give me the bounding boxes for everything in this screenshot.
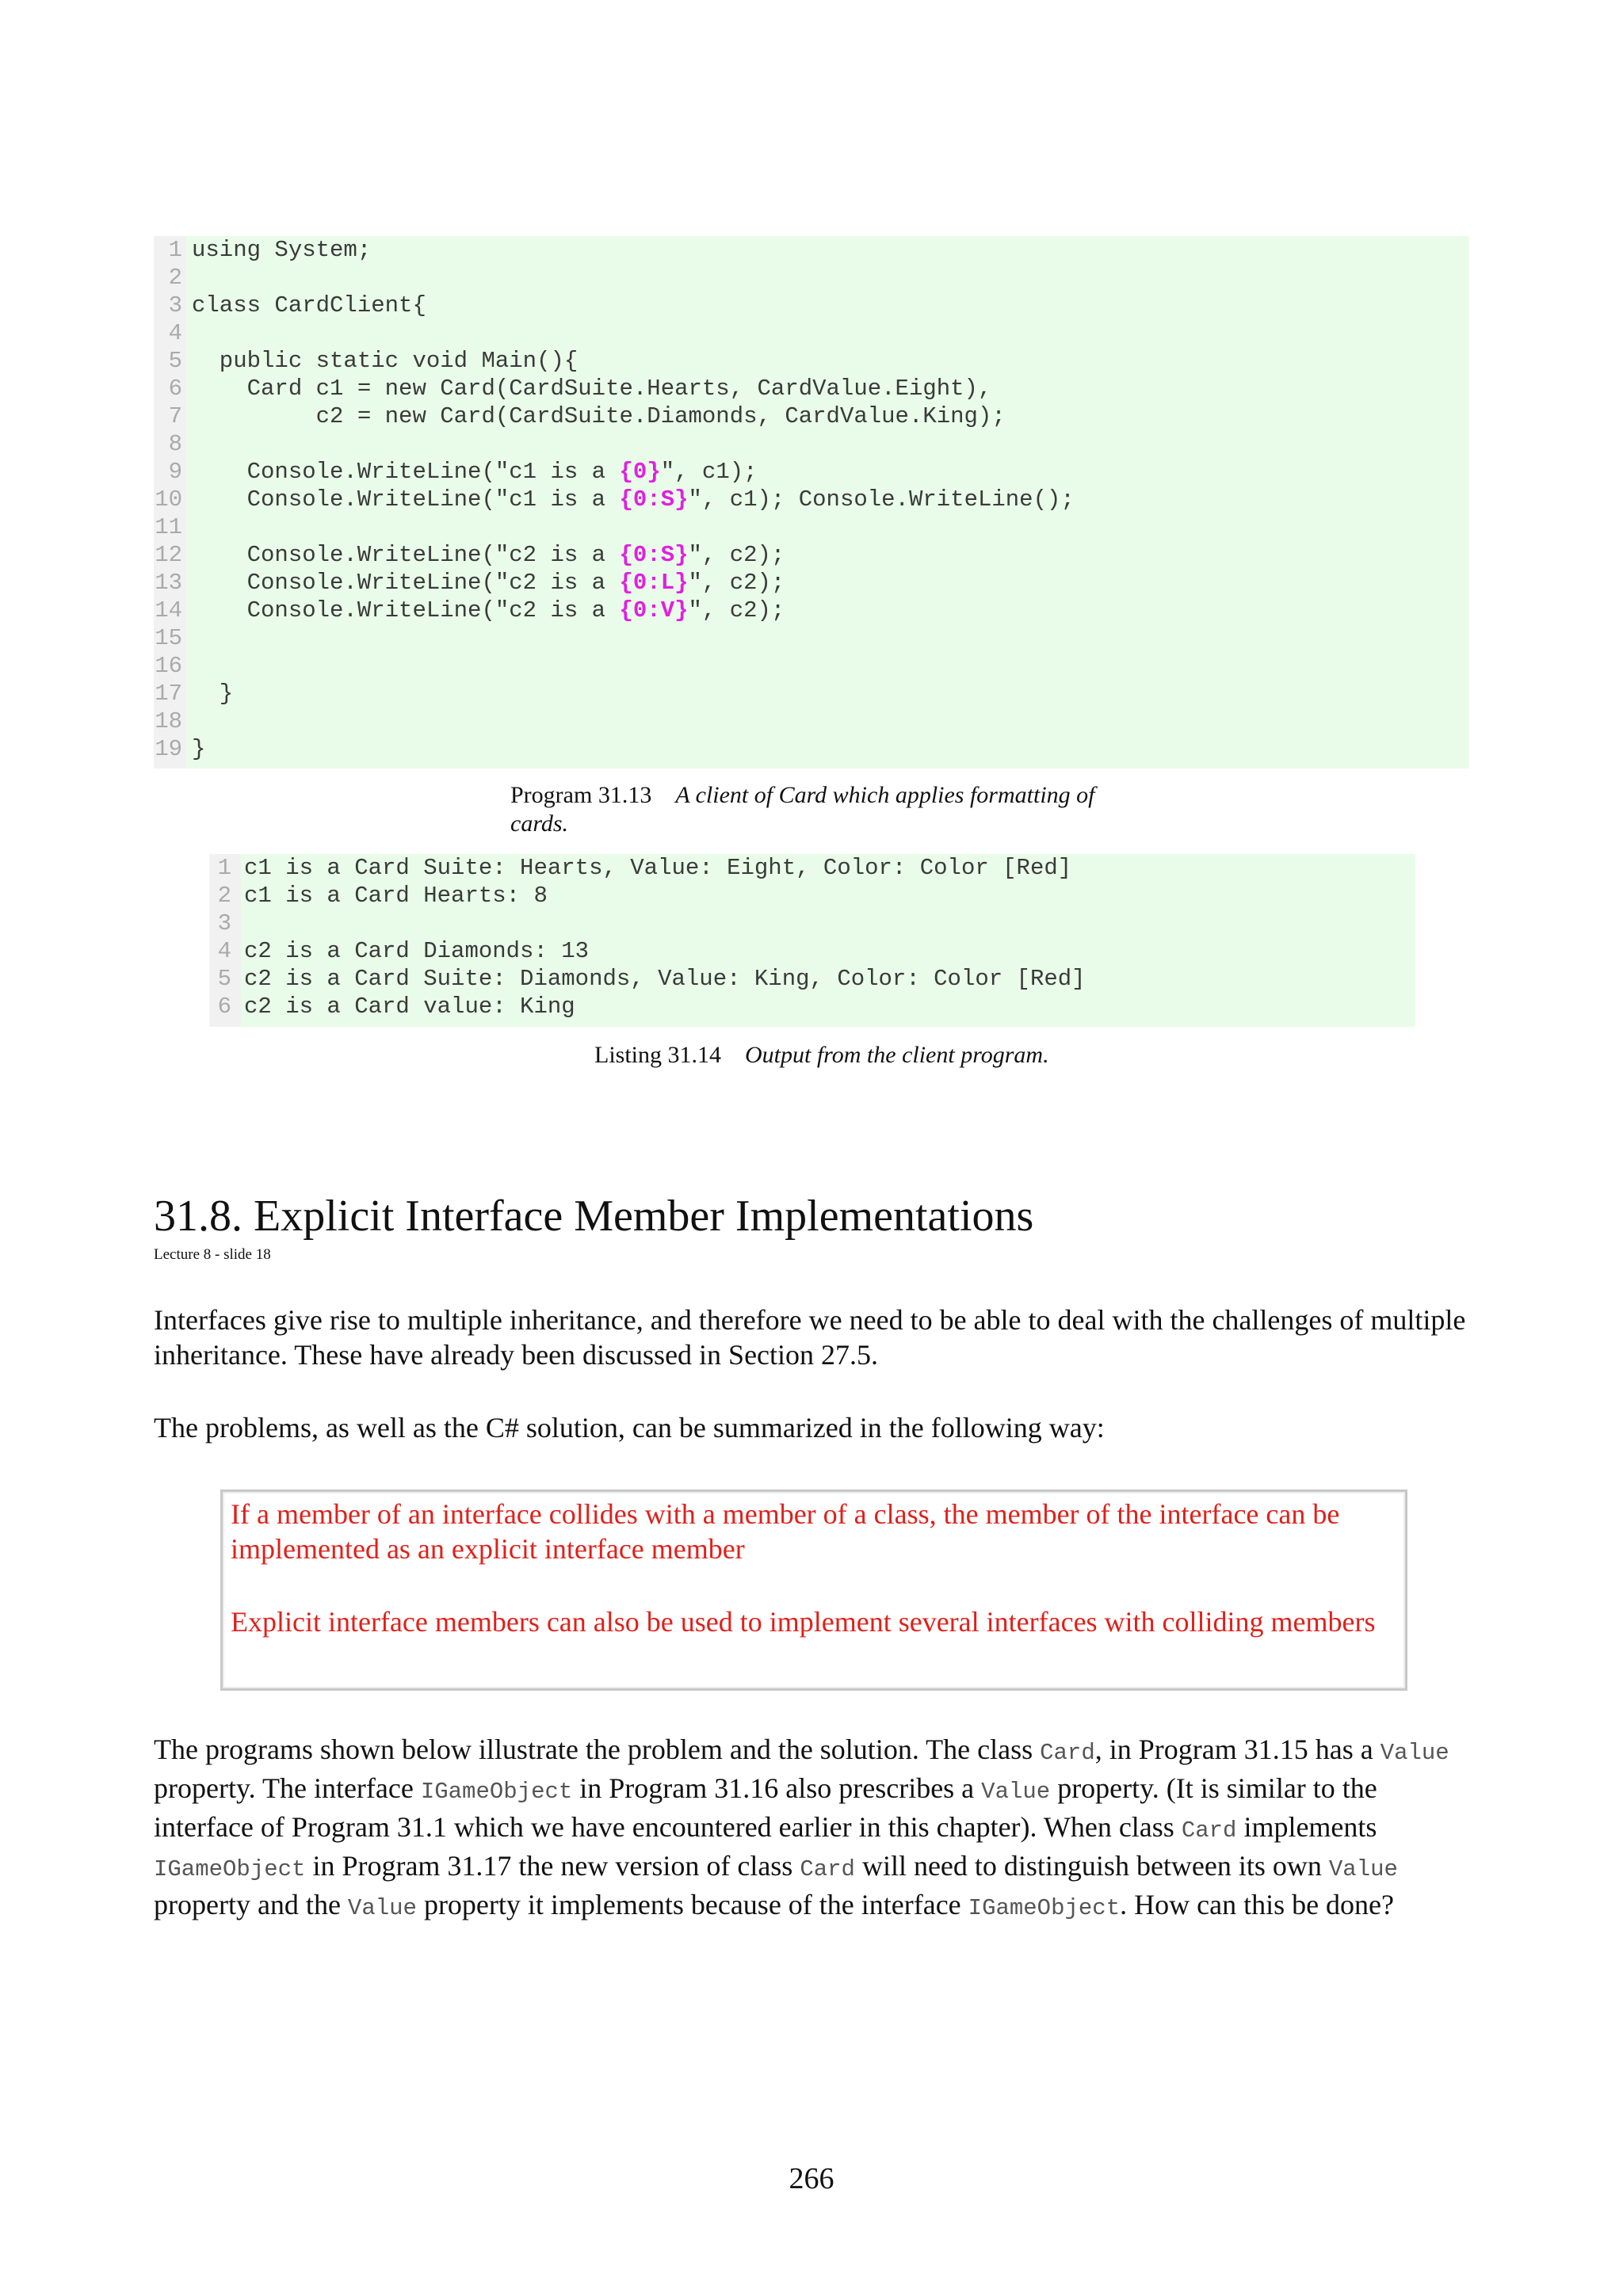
inline-code-igameobject: IGameObject <box>154 1856 306 1882</box>
code-text <box>192 458 758 486</box>
line-number: 16 <box>155 653 182 679</box>
format-specifier: {0:S} <box>619 542 689 568</box>
inline-code-value: Value <box>1328 1856 1398 1882</box>
line-number: 1 <box>217 855 231 881</box>
line-number: 18 <box>155 708 182 734</box>
code-line <box>209 965 1415 993</box>
code-token: c2 is a Card Diamonds: 13 <box>244 938 590 964</box>
code-line <box>154 347 1469 375</box>
code-token: ", c2); <box>688 570 785 596</box>
code-token: c1 is a Card Suite: Hearts, Value: Eight, Color: Color [Red] <box>244 855 1072 881</box>
code-line <box>154 292 1469 319</box>
program-caption-label: Program 31.13 <box>510 782 652 808</box>
line-number: 8 <box>168 431 182 457</box>
code-line <box>154 680 1469 707</box>
format-specifier: {0} <box>619 459 661 485</box>
code-token: ", c2); <box>688 542 785 568</box>
line-number: 10 <box>155 486 182 513</box>
line-number: 5 <box>217 966 231 992</box>
code-text <box>192 292 426 319</box>
code-line <box>154 597 1469 624</box>
code-text <box>192 569 785 597</box>
code-line <box>209 993 1415 1020</box>
code-token: using System; <box>192 237 372 263</box>
rule-text-1: If a member of an interface collides with a member of a class, the member of the interface can be implemented as an explicit interface member <box>231 1498 1340 1565</box>
code-token: } <box>192 681 234 707</box>
code-token: Console.WriteLine("c2 is a <box>192 570 620 596</box>
text-span: The programs shown below illustrate the problem and the solution. The class <box>154 1733 1041 1765</box>
code-token: Console.WriteLine("c1 is a <box>192 459 620 485</box>
intro-paragraph: Interfaces give rise to multiple inheritance, and therefore we need to be able to deal with the challenges of multiple inheritance. These have already been discussed in Section 27.5. <box>154 1304 1466 1371</box>
inline-code-value: Value <box>347 1895 417 1921</box>
code-token: Console.WriteLine("c1 is a <box>192 486 620 513</box>
code-line <box>209 882 1415 910</box>
rule-text-2: Explicit interface members can also be used to implement several interfaces with colliding members <box>231 1606 1376 1638</box>
text-span: property and the <box>154 1889 348 1920</box>
output-caption-text: Output from the client program. <box>745 1042 1049 1068</box>
code-line <box>154 569 1469 597</box>
code-line <box>154 430 1469 458</box>
code-token: class CardClient{ <box>192 292 426 318</box>
line-number: 5 <box>168 348 182 374</box>
code-token: ", c1); Console.WriteLine(); <box>688 486 1075 513</box>
code-line <box>154 513 1469 541</box>
code-line <box>154 264 1469 292</box>
code-token: Console.WriteLine("c2 is a <box>192 597 620 624</box>
code-token: c1 is a Card Hearts: 8 <box>244 883 548 909</box>
line-number: 13 <box>155 570 182 596</box>
inline-code-igameobject: IGameObject <box>968 1895 1121 1921</box>
code-token: public static void Main(){ <box>192 348 579 374</box>
code-text <box>192 347 578 375</box>
code-line <box>209 854 1415 882</box>
text-span: property. The interface <box>154 1772 421 1804</box>
line-number: 3 <box>217 910 231 936</box>
code-text <box>244 965 1086 993</box>
line-number: 4 <box>168 320 182 346</box>
code-token: ", c1); <box>660 459 758 485</box>
line-number: 15 <box>155 625 182 651</box>
text-span: in Program 31.16 also prescribes a <box>572 1772 982 1804</box>
text-span: property. (It is similar to the interface of Program 31.1 which we have encountered earlier in this chapter). When class <box>154 1772 1377 1843</box>
inline-code-card: Card <box>1181 1817 1237 1844</box>
summary-paragraph: The problems, as well as the C# solution, can be summarized in the following way: <box>154 1412 1105 1444</box>
lecture-reference: Lecture 8 - slide 18 <box>154 1246 271 1263</box>
line-number: 6 <box>168 376 182 402</box>
program-caption <box>510 781 1144 838</box>
line-number: 14 <box>155 597 182 624</box>
code-text <box>192 680 233 707</box>
line-number: 2 <box>217 883 231 909</box>
code-line <box>209 937 1415 965</box>
text-span: property it implements because of the interface <box>416 1889 968 1920</box>
format-specifier: {0:L} <box>619 570 689 596</box>
code-text <box>192 375 991 402</box>
output-listing <box>209 854 1415 1027</box>
line-number: 4 <box>217 938 231 964</box>
code-token: Console.WriteLine("c2 is a <box>192 542 620 568</box>
code-line <box>154 458 1469 486</box>
code-line <box>154 624 1469 652</box>
code-text <box>244 854 1071 882</box>
code-line <box>154 707 1469 735</box>
code-token: } <box>192 736 206 762</box>
code-text <box>244 937 589 965</box>
code-token: Card c1 = new Card(CardSuite.Hearts, CardValue.Eight), <box>192 376 992 402</box>
code-text <box>192 541 785 569</box>
code-line <box>154 486 1469 513</box>
line-number: 19 <box>155 736 182 762</box>
code-text <box>244 882 548 910</box>
code-token: c2 is a Card value: King <box>244 994 575 1020</box>
section-heading: 31.8. Explicit Interface Member Implementations <box>154 1192 1034 1241</box>
code-line <box>154 402 1469 430</box>
output-caption-label: Listing 31.14 <box>594 1042 722 1068</box>
code-line <box>154 735 1469 763</box>
line-number: 6 <box>217 994 231 1020</box>
program-caption-text-cont: cards. <box>510 810 569 837</box>
output-caption <box>594 1041 1228 1070</box>
programs-paragraph <box>154 1732 1469 1926</box>
code-text <box>192 486 1075 513</box>
code-text <box>192 597 785 624</box>
line-number: 9 <box>168 459 182 485</box>
rule-box <box>220 1489 1407 1691</box>
line-number: 17 <box>155 681 182 707</box>
code-text <box>192 735 205 763</box>
text-span: will need to distinguish between its own <box>854 1850 1329 1882</box>
code-text <box>244 993 575 1020</box>
program-listing <box>154 236 1469 769</box>
text-span: in Program 31.17 the new version of class <box>305 1850 800 1882</box>
code-token: c2 is a Card Suite: Diamonds, Value: King, Color: Color [Red] <box>244 966 1086 992</box>
line-number: 3 <box>168 292 182 318</box>
format-specifier: {0:V} <box>619 597 689 624</box>
inline-code-igameobject: IGameObject <box>420 1779 573 1805</box>
code-line <box>154 319 1469 347</box>
line-number: 12 <box>155 542 182 568</box>
code-line <box>154 652 1469 680</box>
code-token: ", c2); <box>688 597 785 624</box>
code-text <box>192 402 1006 430</box>
code-line <box>154 541 1469 569</box>
line-number: 1 <box>168 237 182 263</box>
code-line <box>209 910 1415 937</box>
inline-code-value: Value <box>1380 1740 1449 1766</box>
inline-code-value: Value <box>981 1779 1051 1805</box>
page-number: 266 <box>789 2162 834 2195</box>
code-line <box>154 236 1469 264</box>
line-number: 7 <box>168 403 182 429</box>
text-span: implements <box>1236 1811 1377 1843</box>
inline-code-card: Card <box>800 1856 855 1882</box>
text-span: . How can this be done? <box>1120 1889 1395 1920</box>
line-number: 2 <box>168 265 182 291</box>
format-specifier: {0:S} <box>619 486 689 513</box>
code-text <box>192 236 371 264</box>
text-span: , in Program 31.15 has a <box>1094 1733 1381 1765</box>
code-line <box>154 375 1469 402</box>
inline-code-card: Card <box>1040 1740 1095 1766</box>
program-caption-text: A client of Card which applies formatting of <box>675 782 1095 808</box>
code-token: c2 = new Card(CardSuite.Diamonds, CardValue.King); <box>192 403 1006 429</box>
line-number: 11 <box>155 514 182 540</box>
